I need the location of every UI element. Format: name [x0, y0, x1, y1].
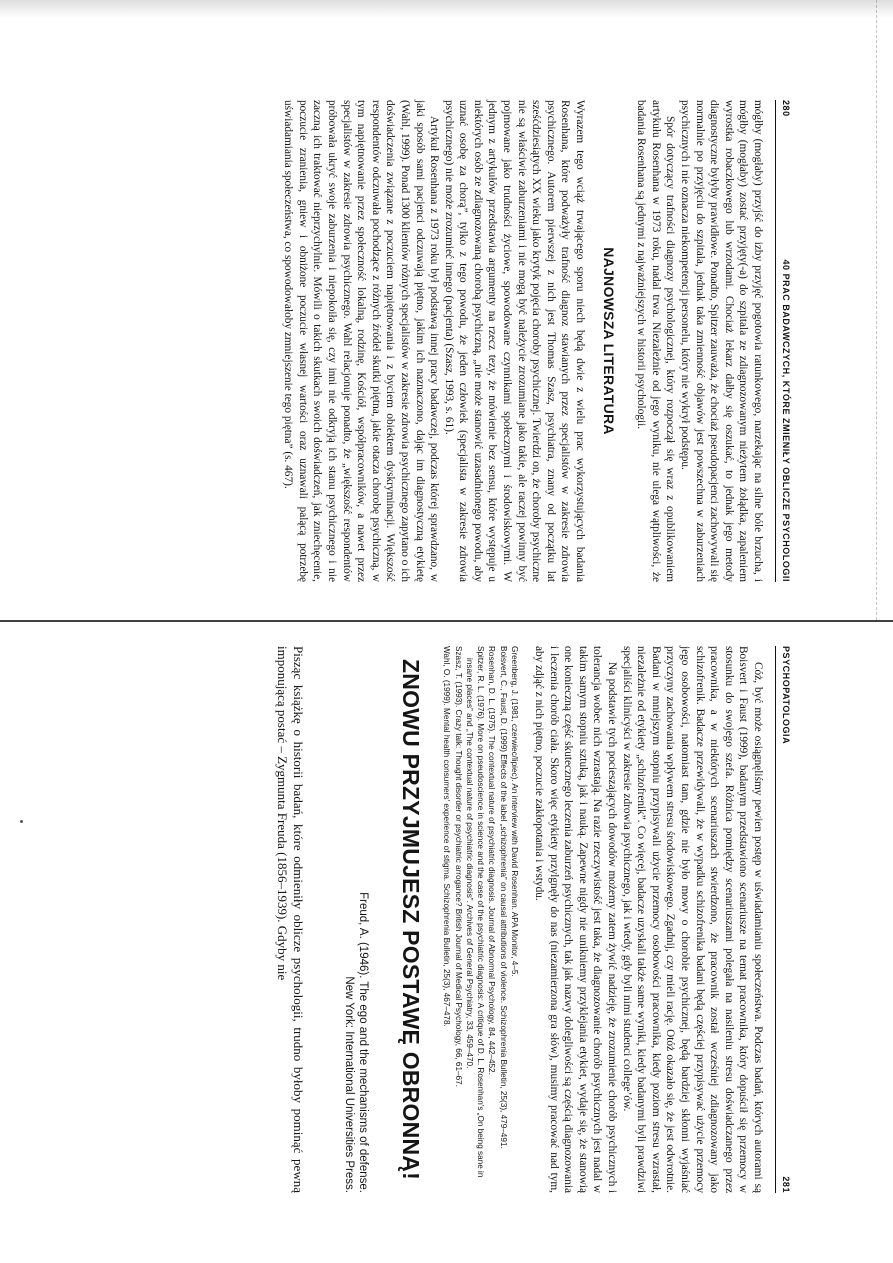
right-running-head	[775, 646, 791, 1193]
reference-item: Spitzer, R. L. (1976). More on pseudoscience in science and the case of the psychiatric diagnosis: A critique of D. L. Rosenhan’s „On being sane in insane places” and „The contextual nature of psychiatric diagnosis”. Archives of General Psychiatry, 33, 459–470.	[465, 646, 485, 1178]
right-running-title: PSYCHOPATOLOGIA	[781, 646, 791, 745]
right-page-number: 281	[781, 1176, 791, 1193]
paragraph: mógłby (mogłaby) przyjść do izby przyjęć pogotowia ratunkowego, narzekając na silne bóle brzucha, i mógłby (mogłaby) zostać przyjęty(-a) do szpitala ze zdiagnozowanym nieżytem żołądka, zapaleniem wyrostka robaczkowego lub wrzodami. Chociaż lekarz dałby się oszukać, to jednak jego metody diagnostyczne byłyby prawidłowe. Ponadto, Spitzer zauważa, że chociaż pseudopacjenci zachowywali się normalnie po przyjęciu do szpitala, jednak taka zmienność objawów jest powszechna w zaburzeniach psychicznych i nie oznacza niekompetencji personelu, który nie wykrył podstępu.	[679, 100, 764, 582]
reference-item: Greenberg, J. (1981, czerwiec/lipiec). An interview with David Rosenhan. APA Monitor, 4–5.	[510, 646, 520, 977]
left-running-head	[775, 100, 791, 582]
reference-item: Wahl, O. (1999). Mental health consumers' experience of stigma. Schizophrenia Bulletin, 25(3), 467–478.	[441, 646, 451, 1027]
section-heading: NAJNOWSZA LITERATURA	[600, 247, 617, 435]
chapter-source-citation	[342, 646, 370, 1193]
paragraph: Cóż, być może osiągnęliśmy pewien postęp w uświadamianiu społeczeństwa. Podczas badań, których autorami są Boisvert i Faust (1999), badanym przedstawiono scenariusze na temat pracownika, który dopuścił się przemocy w stosunku do swojego szefa. Różnica pomiędzy scenariuszami polegała na nasileniu stresu doświadczanego przez pracownika, a w niektórych scenariuszach stwierdzono, że pracownik został wcześniej zdiagnozowany jako schizofrenik. Badacze przewidywali, że w wypadku schizofrenika badani będą częściej przypisywać użycie przemocy jego osobowości, natomiast tam, gdzie nie było mowy o chorobie psychicznej, będą bardziej skłonni wyjaśniać przyczyny zachowania wpływem stresu środowiskowego. Zgadnij, czy mieli rację. Otóż okazało się, że jest odwrotnie. Badani w mniejszym stopniu przypisywali użycie przemocy osobowości pracownika, kiedy poziom stresu wzrastał, niezależnie od etykiety „schizofrenik”. Co więcej, badacze uzyskali także same wyniki, kiedy badanymi byli prawdziwi specjaliści klinicyści w zakresie zdrowia psychicznego, jak i wtedy, gdy byli nimi studenci college’ów.	[620, 646, 764, 1193]
paragraph: Na podstawie tych pocieszających dowodów możemy zatem żywić nadzieję, że zrozumienie chorób psychicznych i tolerancja wobec nich wzrastają. Na razie rzeczywistość jest taka, że diagnozowanie chorób psychicznych jest nadal w takim samym stopniu sztuką, jak i nauką. Zapewne nigdy nie unikniemy przyklejania etykiet, wydaje się, że stanowią one konieczną część skutecznego leczenia zaburzeń psychicznych, tak jak nazwy dolegliwości są częścią diagnozowania i leczenia chorób ciała. Skoro więc etykiety przylgnęły do nas (niezamierzona gra słów), musimy pracować nad tym, aby zdjąć z nich piętno, poczucie zakłopotania i wstydu.	[533, 646, 619, 1193]
paragraph: Pisząc książkę o historii badań, które odmieniły oblicze psychologii, trudno byłoby pominąć pewną imponującą postać – Zygmunta Freuda (1856–1939). Gdyby nie	[274, 646, 306, 1193]
paragraph: Artykuł Rosenhana z 1973 roku był podstawą innej pracy badawczej, podczas której sprawdzano, w jaki sposób sami pacjenci odczuwają piętno, jakim ich naznaczono, dając im diagnostyczną etykietę (Wahl, 1999). Ponad 1300 klientów różnych specjalistów w zakresie zdrowia psychicznego zapytano o ich doświadczenia związane z poczuciem napiętnowania i z byciem obiektem dyskryminacji. Większość respondentów odczuwała pochodzące z różnych źródeł skutki piętna, jakie otacza chorobę psychiczną, w tym napiętnowanie przez społeczność lokalną, rodzinę, Kościół, współpracowników, a nawet przez specjalistów w zakresie zdrowia psychicznego. Wahl relacjonuje ponadto, że „większość respondentów próbowała ukryć swoje zaburzenia i niepokoiła się, czy inni nie odkryją ich stanu psychicznego i nie zaczną ich traktować nieprzychylnie. Mówili o takich skutkach swoich doświadczeń, jak zniechęcenie, poczucie zranienia, gniew i obniżone poczucie własnej wartości oraz uznawali palącą potrzebę uświadamiania społeczeństwa, co spowodowałoby zmniejszenie tego piętna” (s. 467).	[282, 100, 441, 582]
scan-speck	[20, 820, 23, 823]
left-body-text	[281, 100, 765, 582]
citation-line: New York: International Universities Press.	[342, 976, 355, 1193]
reference-item: Szasz, T. (1993). Crazy talk: Thought disorder or psychiatric arrogance? British Journal of Medical Psychology, 66, 61–67.	[453, 646, 463, 1087]
left-page-number: 280	[781, 100, 791, 117]
chapter-heading: ZNOWU PRZYJMUJESZ POSTAWĘ OBRONNĄ!	[398, 658, 425, 1181]
citation-line: Freud, A. (1946). The ego and the mechanisms of defense.	[356, 892, 369, 1193]
page-gutter-divider	[0, 620, 893, 622]
right-page	[0, 628, 893, 1263]
paragraph: Spór dotyczący trafności diagnozy psychologicznej, który rozpoczął się wraz z opublikowaniem artykułu Rosenhana w 1973 roku, nadal trwa. Niezależnie od jego wyniku, nie ulega wątpliwości, że badania Rosenhana są jednymi z najważniejszych w historii psychologii.	[635, 100, 677, 582]
right-body-text	[274, 646, 765, 1193]
reference-list	[440, 646, 519, 1193]
reference-item: Boisvert, C., Faust, D. (1999) Effects of the label „schizophrenia” on causal attributions of violence. Schizophrenia Bulletin, 25(3), 479–491.	[498, 646, 508, 1149]
left-page	[0, 0, 893, 620]
reference-item: Rosenhan, D. L. (1975). The contextual nature of psychiatric diagnosis. Journal of Abnormal Psychology, 84, 442–452.	[487, 646, 497, 1075]
paragraph: Wyrazem tego wciąż trwającego sporu niech będą dwie z wielu prac wykorzystujących badania Rosenhana, które podważyły trafność diagnoz stawianych przez specjalistów w zakresie zdrowia psychicznego. Autorem pierwszej z nich jest Thomas Szasz, psychiatra, znany od początku lat sześćdziesiątych XX wieku jako krytyk pojęcia choroby psychicznej. Twierdzi on, że choroby psychiczne nie są właściwie zaburzeniami i nie mogą być należycie zrozumiane jako takie, ale raczej powinny być pojmowane jako trudności życiowe, spowodowane czynnikami społecznymi i środowiskowymi. W jednym z artykułów przedstawia argumenty na rzecz tezy, że mówienie bez sensu, które występuje u niektórych osób ze zdiagnozowaną chorobą psychiczną, „nie może stanowić uzasadnionego powodu, aby uznać osobę za chorą”, tylko z tego powodu, że jeden człowiek (specjalista w zakresie zdrowia psychicznego) nie może zrozumieć innego (pacjenta) (Szasz, 1993, s. 61).	[442, 100, 587, 582]
left-running-title: 40 PRAC BADAWCZYCH, KTÓRE ZMIENIŁY OBLICZE PSYCHOLOGII	[781, 259, 791, 582]
